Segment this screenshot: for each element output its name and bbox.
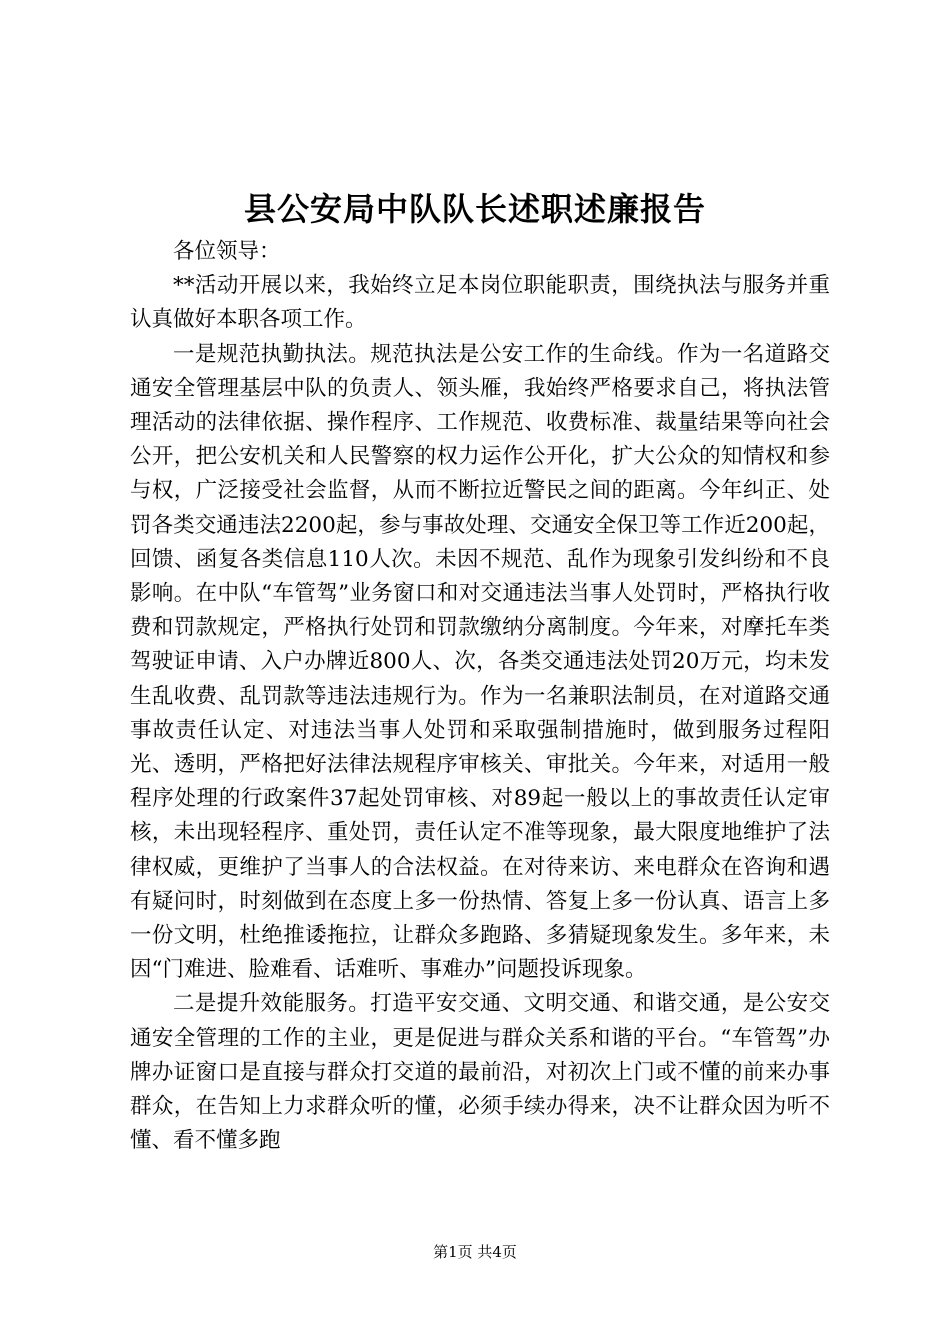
page-footer: 第1页 共4页 — [433, 1243, 517, 1261]
document-title: 县公安局中队队长述职述廉报告 — [243, 190, 706, 228]
document-body — [130, 235, 830, 1158]
paragraph-intro: **活动开展以来，我始终立足本岗位职能职责，围绕执法与服务并重认真做好本职各项工作。 — [130, 273, 830, 333]
paragraph-section-one: 一是规范执勤执法。规范执法是公安工作的生命线。作为一名道路交通安全管理基层中队的负责人、领头雁，我始终严格要求自己，将执法管理活动的法律依据、操作程序、工作规范、收费标准、裁量结果等向社会公开，把公安机关和人民警察的权力运作公开化，扩大公众的知情权和参与权，广泛接受社会监督，从而不断拉近警民之间的距离。今年纠正、处罚各类交通违法2200起，参与事故处理、交通安全保卫等工作近200起，回馈、函复各类信息110人次。未因不规范、乱作为现象引发纠纷和不良影响。在中队“车管驾”业务窗口和对交通违法当事人处罚时，严格执行收费和罚款规定，严格执行处罚和罚款缴纳分离制度。今年来，对摩托车类驾驶证申请、入户办牌近800人、次，各类交通违法处罚20万元，均未发生乱收费、乱罚款等违法违规行为。作为一名兼职法制员，在对道路交通事故责任认定、对违法当事人处罚和采取强制措施时，做到服务过程阳光、透明，严格把好法律法规程序审核关、审批关。今年来，对适用一般程序处理的行政案件37起处罚审核、对89起一般以上的事故责任认定审核，未出现轻程序、重处罚，责任认定不准等现象，最大限度地维护了法律权威，更维护了当事人的合法权益。在对待来访、来电群众在咨询和遇有疑问时，时刻做到在态度上多一份热情、答复上多一份认真、语言上多一份文明，杜绝推诿拖拉，让群众多跑路、多猜疑现象发生。多年来，未因“门难进、脸难看、话难听、事难办”问题投诉现象。 — [130, 341, 830, 983]
salutation: 各位领导： — [173, 239, 281, 264]
paragraph-section-two: 二是提升效能服务。打造平安交通、文明交通、和谐交通，是公安交通安全管理的工作的主业，更是促进与群众关系和谐的平台。“车管驾”办牌办证窗口是直接与群众打交道的最前沿，对初次上门或不懂的前来办事群众，在告知上力求群众听的懂，必须手续办得来，决不让群众因为听不懂、看不懂多跑 — [130, 991, 830, 1154]
